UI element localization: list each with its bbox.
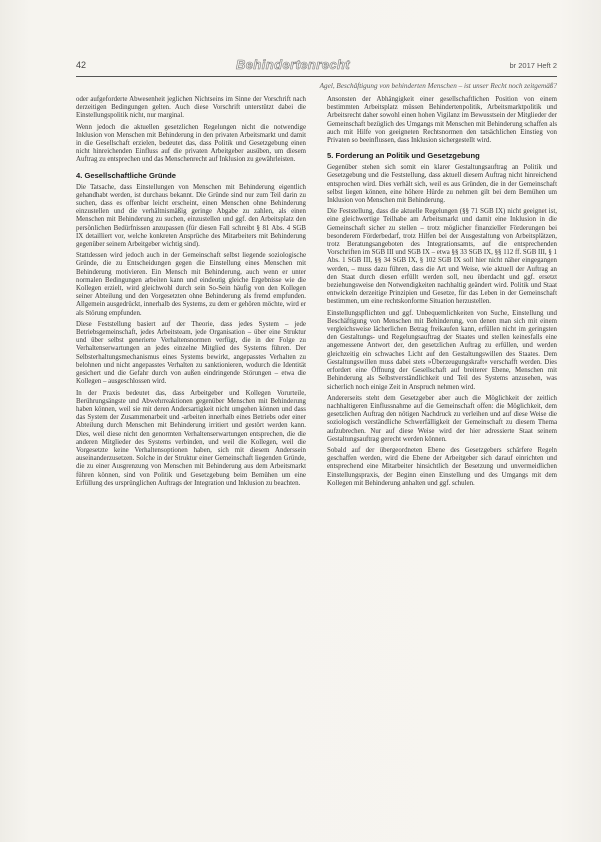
article-subtitle: Agel, Beschäftigung von behinderten Menschen – ist unser Recht noch zeitgemäß? (319, 82, 557, 90)
paragraph: Wenn jedoch die aktuellen gesetzlichen Regelungen nicht die notwendige Inklusion von Menschen mit Behinderung in den privaten Arbeitsmarkt und damit in die Gesellschaft erzielen, bedeutet das, dass Politik und Gesetzgebung einen nicht hinreichenden Einfluss auf die privaten Arbeitgeber ausüben, um diesem Auftrag zu entsprechen und das Menschenrecht auf Inklusion zu gewährleisten. (76, 123, 306, 164)
paragraph: Ansonsten der Abhängigkeit einer gesellschaftlichen Position von einem bestimmten Arbeitsplatz müssen Behindertenpolitik, Arbeitsmarktpolitik und Arbeitsrecht daher sowohl einen hohen Vigilanz im Bewusstsein der Mitglieder der Gemeinschaft bezüglich des Umgangs mit Menschen mit Behinderung schaffen als auch mit Hilfe von geeigneten Rechtsnormen den tatsächlichen Einstieg von Privaten so beeinflussen, dass Inklusion sichergestellt wird. (327, 96, 557, 145)
section-heading: 4. Gesellschaftliche Gründe (76, 170, 177, 180)
text-columns (76, 96, 557, 796)
left-column (76, 96, 306, 796)
paragraph: oder aufgeforderte Abwesenheit jeglichen Nichtseins im Sinne der Vorschrift nach derzeitigen Bedingungen gelten. Auch diese Vorschrift unterstützt dabei die Einstellungspolitik nicht, nur marginal. (76, 96, 306, 120)
paragraph: Stattdessen wird jedoch auch in der Gemeinschaft selbst liegende soziologische Gründe, die zu Entscheidungen gegen die Einstellung eines Menschen mit Behinderung motivieren. Ein Mensch mit Behinderung, auch wenn er unter normalen Bedingungen arbeiten kann und eindeutig gleiche Ergebnisse wie die Kollegen erzielt, wird gleichwohl durch sein So-Sein häufig von den Kollegen seiner Abteilung und den Vorgesetzten ohne Behinderung als fremd empfunden. Allgemein ausgedrückt, innerhalb des Systems, zu dem er gehören möchte, wird er als Störung empfunden. (76, 252, 306, 317)
journal-title: Behindertenrecht (236, 57, 351, 72)
paragraph: Andererseits steht dem Gesetzgeber aber auch die Möglichkeit der zeitlich nachhaltigeren Einflussnahme auf die Gemeinschaft offen: die Möglichkeit, dem gesetzlichen Auftrag den nötigen Nachdruck zu verleihen und auf diese Weise die soziologisch verständliche Schwerfälligkeit der Gemeinschaft zu diesem Thema aufzubrechen. Nur auf diese Weise wird der hier adressierte Staat seinem Gestaltungsauftrag gerecht werden können. (327, 394, 557, 443)
page-number: 42 (76, 60, 87, 70)
issue-label: br 2017 Heft 2 (509, 61, 557, 70)
paragraph: Die Feststellung, dass die aktuelle Regelungen (§§ 71 SGB IX) nicht geeignet ist, eine gleichwertige Teilhabe am Arbeitsmarkt und damit eine Inklusion in die Gemeinschaft sicher zu stellen – trotz möglicher finanzieller Förderungen bei besonderem Förderbedarf, trotz Hilfen bei der Ausgestaltung von Arbeitsplätzen, trotz Beratungsangeboten des Integrationsamts, auf die entsprechenden Vorschriften im SGB III und SGB IX – etwa §§ 33 SGB IX, §§ 112 ff. SGB III, § 1 Abs. 1 SGB III, §§ 34 SGB IX, § 102 SGB IX soll hier nicht näher eingegangen werden, – muss dazu führen, dass die Art und Weise, wie aktuell der Auftrag an den Staat durch diesen erfüllt werden soll, neu überdacht und ggf. ersetzt beziehungsweise den Notwendigkeiten nachhaltig geändert wird. Politik und Staat entwickeln derzeitige Prinzipien und Gesetze, für das Leben in der Gemeinschaft bestimmen, um eine rechtskonforme Situation herzustellen. (327, 208, 557, 306)
paragraph: Diese Feststellung basiert auf der Theorie, dass jedes System – jede Betriebsgemeinschaft, jedes Arbeitsteam, jede Organisation – über eine Struktur und über selbst generierte Verhaltensnormen verfügt, die in der Folge zu Verhaltenserwartungen an jedes einzelne Mitglied des Systems führen. Der Selbsterhaltungsmechanismus eines Systems bewirkt, angepasstes Verhalten zu belohnen und nicht angepasstes Verhalten zu sanktionieren, wodurch die Identität gesichert und die Gefahr durch von außen eindringende Störungen – etwa die Kollegen – ausgeschlossen wird. (76, 320, 306, 386)
paragraph: Sobald auf der übergeordneten Ebene des Gesetzgebers schärfere Regeln geschaffen werden, wird die Ebene der Arbeitgeber sich darauf einrichten und entsprechend eine Mitarbeiter hinsichtlich der Besetzung und unvermeidlichen Einstellungspraxis, der Beginn einen Einstellung und des Umgangs mit dem Kollegen mit Behinderung anhalten und ggf. schulen. (327, 446, 557, 487)
page-header (76, 57, 557, 77)
paragraph: Einstellungspflichten und ggf. Unbequemlichkeiten von Suche, Einstellung und Beschäftigung von Menschen mit Behinderung, von denen man sich mit einem vergleichsweise lächerlichen Betrag freikaufen kann, erfüllen nicht im geringsten den Gestaltungs- und Regelungsauftrag der Staates und stellen keinesfalls eine angemessene Antwort der, den gesetzlichen Auftrag zu erfüllen, und werden gleichzeitig ein schwaches Licht auf den Gestaltungswillen des Staates. Dem Gestaltungswillen muss dabei stets »Überzeugungskraft« verschafft werden. Dies erfordert eine Öffnung der Gesellschaft auf breiterer Ebene, Menschen mit Behinderung als Selbstverständlichkeit und Teil des Systems anzusehen, was sicherlich noch einige Zeit in Anspruch nehmen wird. (327, 309, 557, 391)
paragraph: In der Praxis bedeutet das, dass Arbeitgeber und Kollegen Vorurteile, Berührungsängste und Abwehrreaktionen gegenüber Menschen mit Behinderung haben können, weil sie mit deren Andersartigkeit nicht umgehen können und dass das System der Zusammenarbeit und -arbeiten innerhalb eines Betriebs oder einer Abteilung durch Menschen mit Behinderung irritiert und gestört werden kann. Dies, weil diese nicht den genormten Verhaltenserwartungen entsprechen, die die anderen Mitglieder des Systems verbinden, und weil die Kollegen, weil die Vorgesetzte keine Verhaltensoptionen haben, sich mit diesem Anderssein auseinanderzusetzen. Solche in der Struktur einer Gemeinschaft liegenden Gründe, die zu einer Ausgrenzung von Menschen mit Behinderung aus dem Arbeitsmarkt führen können, sind von Politik und Gesetzgebung beim Bemühen um eine Erfüllung des ursprünglichen Auftrags der Integration und Inklusion zu beachten. (76, 389, 306, 487)
section-heading: 5. Forderung an Politik und Gesetzgebung (327, 151, 480, 161)
right-column (327, 96, 557, 796)
paragraph: Gegenüber stehen sich somit ein klarer Gestaltungsauftrag an Politik und Gesetzgebung und die Feststellung, dass aktuell diesem Auftrag nicht hinreichend entsprochen wird. Dies verhält sich, weil es aus Gründen, die in der Gemeinschaft selbst liegen können, eine höhere Hürde zu nehmen gilt bei dem Bemühen um Inklusion von Menschen mit Behinderung. (327, 164, 557, 205)
paragraph: Die Tatsache, dass Einstellungen von Menschen mit Behinderung eigentlich gehandhabt werden, ist durchaus bekannt. Die Gründe sind nur zum Teil darin zu suchen, dass es offenbar leicht erscheint, einen Menschen ohne Behinderung einzustellen und die verhältnismäßig geringe Abgabe zu zahlen, als einen Menschen mit Behinderung zu suchen, einzustellen und ggf. den Arbeitsplatz den persönlichen Bedürfnissen anzupassen (für diesen Fall schreibt § 81 Abs. 4 SGB IX detailliert vor, welche konkreten Ansprüche des Mitarbeiters mit Behinderung gegenüber seinem Arbeitgeber wichtig sind). (76, 183, 306, 249)
